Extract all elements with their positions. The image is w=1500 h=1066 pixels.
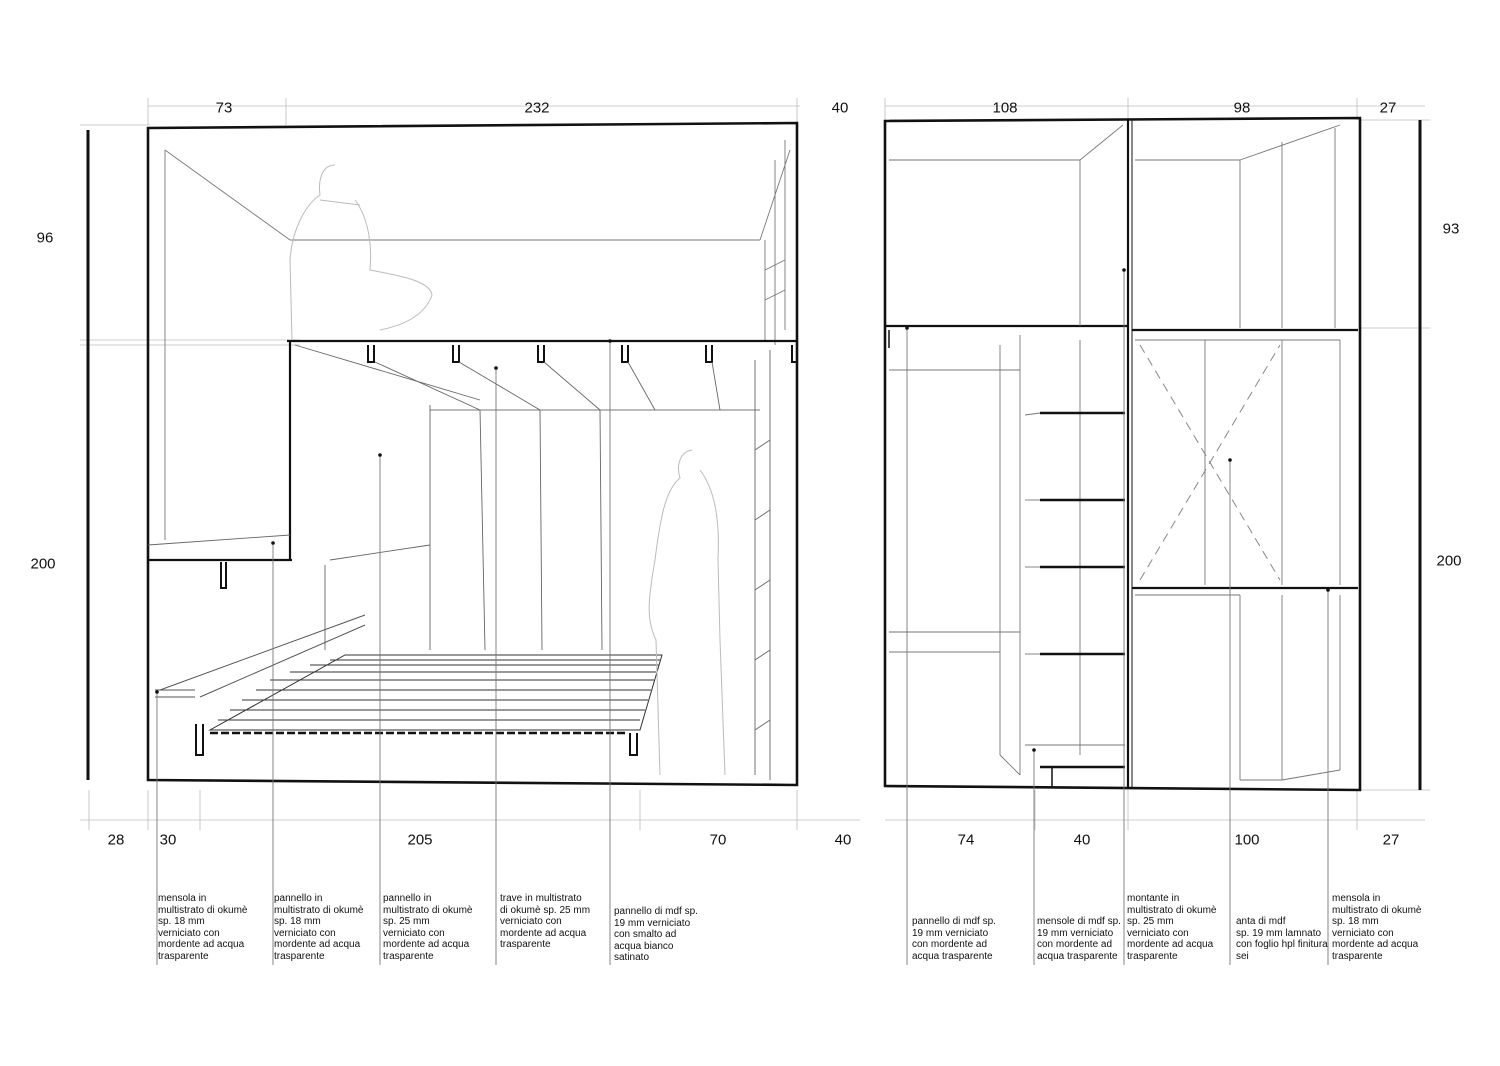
annotation-mensole-mdf: mensole di mdf sp. 19 mm verniciato con mordente ad acqua trasparente xyxy=(1037,916,1121,962)
dim-bottom-27: 27 xyxy=(1382,831,1400,849)
annotation-montante: montante in multistrato di okumè sp. 25 mm verniciato con mordente ad acqua trasparente xyxy=(1127,893,1217,962)
dim-top-98: 98 xyxy=(1233,99,1251,117)
dim-bottom-74: 74 xyxy=(957,831,975,849)
dim-top-27: 27 xyxy=(1379,99,1397,117)
dim-top-232: 232 xyxy=(524,99,550,117)
dim-side-200: 200 xyxy=(30,555,56,573)
annotation-mensola-right: mensola in multistrato di okumè sp. 18 mm verniciato con mordente ad acqua trasparente xyxy=(1332,893,1422,962)
annotation-pannello-mdf: pannello di mdf sp. 19 mm verniciato con smalto ad acqua bianco satinato xyxy=(614,906,698,964)
left-elevation-linework xyxy=(80,98,860,830)
dim-top-40: 40 xyxy=(831,99,849,117)
annotation-pannello-18: pannello in multistrato di okumè sp. 18 mm verniciato con mordente ad acqua trasparente xyxy=(274,893,364,962)
dim-bottom-28: 28 xyxy=(107,831,125,849)
dim-bottom-30: 30 xyxy=(159,831,177,849)
dim-bottom-205: 205 xyxy=(407,831,433,849)
annotation-anta: anta di mdf sp. 19 mm lamnato con foglio hpl finitura sei xyxy=(1236,916,1328,962)
dim-bottom-40-right: 40 xyxy=(1073,831,1091,849)
annotation-mensola-left: mensola in multistrato di okumè sp. 18 mm verniciato con mordente ad acqua trasparente xyxy=(158,893,248,962)
dim-side-93: 93 xyxy=(1442,220,1460,238)
right-elevation-linework xyxy=(885,98,1430,830)
leader-lines xyxy=(157,270,1328,965)
dim-top-73: 73 xyxy=(215,99,233,117)
dim-side-96: 96 xyxy=(36,229,54,247)
person-silhouettes xyxy=(290,165,725,775)
dim-side-200-right: 200 xyxy=(1436,552,1462,570)
dim-top-108: 108 xyxy=(992,99,1018,117)
dim-bottom-40: 40 xyxy=(834,831,852,849)
annotation-pannello-mdf-right: pannello di mdf sp. 19 mm verniciato con mordente ad acqua trasparente xyxy=(912,916,996,962)
dim-bottom-100: 100 xyxy=(1234,831,1260,849)
dim-bottom-70: 70 xyxy=(709,831,727,849)
annotation-pannello-25: pannello in multistrato di okumè sp. 25 mm verniciato con mordente ad acqua trasparente xyxy=(383,893,473,962)
annotation-trave: trave in multistrato di okumè sp. 25 mm verniciato con mordente ad acqua trasparente xyxy=(500,893,591,951)
bed-slats xyxy=(210,655,662,730)
